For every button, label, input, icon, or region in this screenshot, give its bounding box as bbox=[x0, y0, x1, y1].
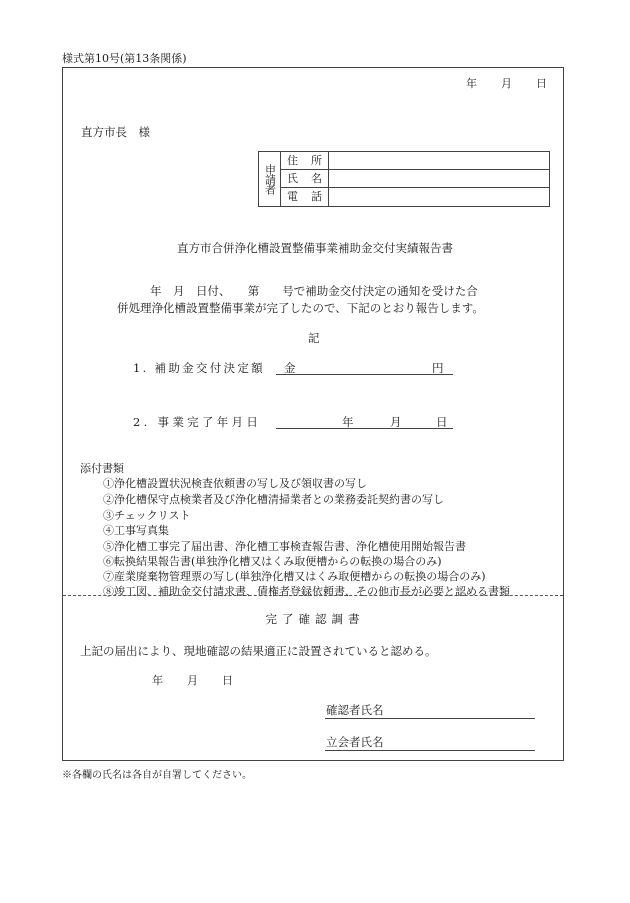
date-day: 日 bbox=[536, 77, 547, 90]
completion-date-field[interactable] bbox=[276, 428, 453, 429]
attachments-heading: 添付書類 bbox=[80, 462, 124, 475]
completion-date-label: 2. 事業完了年月日 bbox=[133, 415, 262, 429]
date-year: 年 bbox=[466, 77, 477, 90]
applicant-label-text: 申請者 bbox=[263, 164, 277, 194]
confirmation-text: 上記の届出により、現地確認の結果適正に設置されていると認める。 bbox=[80, 644, 437, 658]
attachment-item: ④工事写真集 bbox=[103, 524, 169, 537]
document-title: 直方市合併浄化槽設置整備事業補助金交付実績報告書 bbox=[177, 241, 453, 255]
confirmer-name-field[interactable] bbox=[325, 718, 535, 719]
applicant-phone-label: 電話 bbox=[281, 188, 329, 206]
section-divider bbox=[63, 595, 563, 596]
witness-name-label: 立会者氏名 bbox=[326, 735, 384, 749]
attachment-item: ①浄化槽設置状況検査依頼書の写し及び領収書の写し bbox=[103, 477, 367, 490]
confirmer-name-label: 確認者氏名 bbox=[326, 703, 384, 717]
completion-date-year: 年 bbox=[342, 415, 354, 429]
applicant-name-label: 氏名 bbox=[281, 170, 329, 188]
grant-amount-label: 1. 補助金交付決定額 bbox=[133, 361, 265, 375]
addressee: 直方市長 様 bbox=[81, 125, 150, 139]
completion-date-day: 日 bbox=[436, 415, 448, 429]
attachment-item: ⑥転換結果報告書(単独浄化槽又はくみ取便槽からの転換の場合のみ) bbox=[103, 555, 442, 568]
applicant-address-label: 住所 bbox=[281, 152, 329, 170]
body-text-line-2: 併処理浄化槽設置整備事業が完了したので、下記のとおり報告します。 bbox=[117, 301, 484, 315]
form-number: 様式第10号(第13条関係) bbox=[62, 52, 187, 65]
applicant-name-row[interactable] bbox=[281, 170, 549, 188]
completion-date-month: 月 bbox=[390, 415, 402, 429]
footnote: ※各欄の氏名は各自が自署してください。 bbox=[62, 770, 252, 781]
confirmation-title: 完了確認調書 bbox=[265, 612, 365, 626]
attachment-item: ③チェックリスト bbox=[103, 509, 191, 522]
applicant-label bbox=[259, 152, 281, 206]
grant-amount-field[interactable] bbox=[276, 374, 453, 375]
date-month: 月 bbox=[501, 77, 512, 90]
witness-name-field[interactable] bbox=[325, 750, 535, 751]
grant-amount-prefix: 金 bbox=[284, 361, 296, 375]
confirmation-date-year: 年 bbox=[152, 674, 163, 687]
attachment-item: ⑦産業廃棄物管理票の写し(単独浄化槽又はくみ取便槽からの転換の場合のみ) bbox=[103, 570, 486, 583]
attachment-item: ②浄化槽保守点検業者及び浄化槽清掃業者との業務委託契約書の写し bbox=[103, 493, 444, 506]
grant-amount-unit: 円 bbox=[432, 361, 444, 375]
confirmation-date-month: 月 bbox=[187, 674, 198, 687]
attachment-item: ⑤浄化槽工事完了届出書、浄化槽工事検査報告書、浄化槽使用開始報告書 bbox=[103, 540, 466, 553]
applicant-address-row[interactable] bbox=[281, 152, 549, 170]
applicant-table bbox=[258, 151, 550, 207]
applicant-phone-row[interactable] bbox=[281, 188, 549, 206]
confirmation-date-day: 日 bbox=[222, 674, 233, 687]
attachment-item: ⑧竣工図、補助金交付請求書、債権者登録依頼書、その他市長が必要と認める書類 bbox=[103, 585, 510, 598]
ki-heading: 記 bbox=[308, 331, 320, 345]
body-text-line-1: 年 月 日付、 第 号で補助金交付決定の通知を受けた合 bbox=[150, 284, 478, 298]
